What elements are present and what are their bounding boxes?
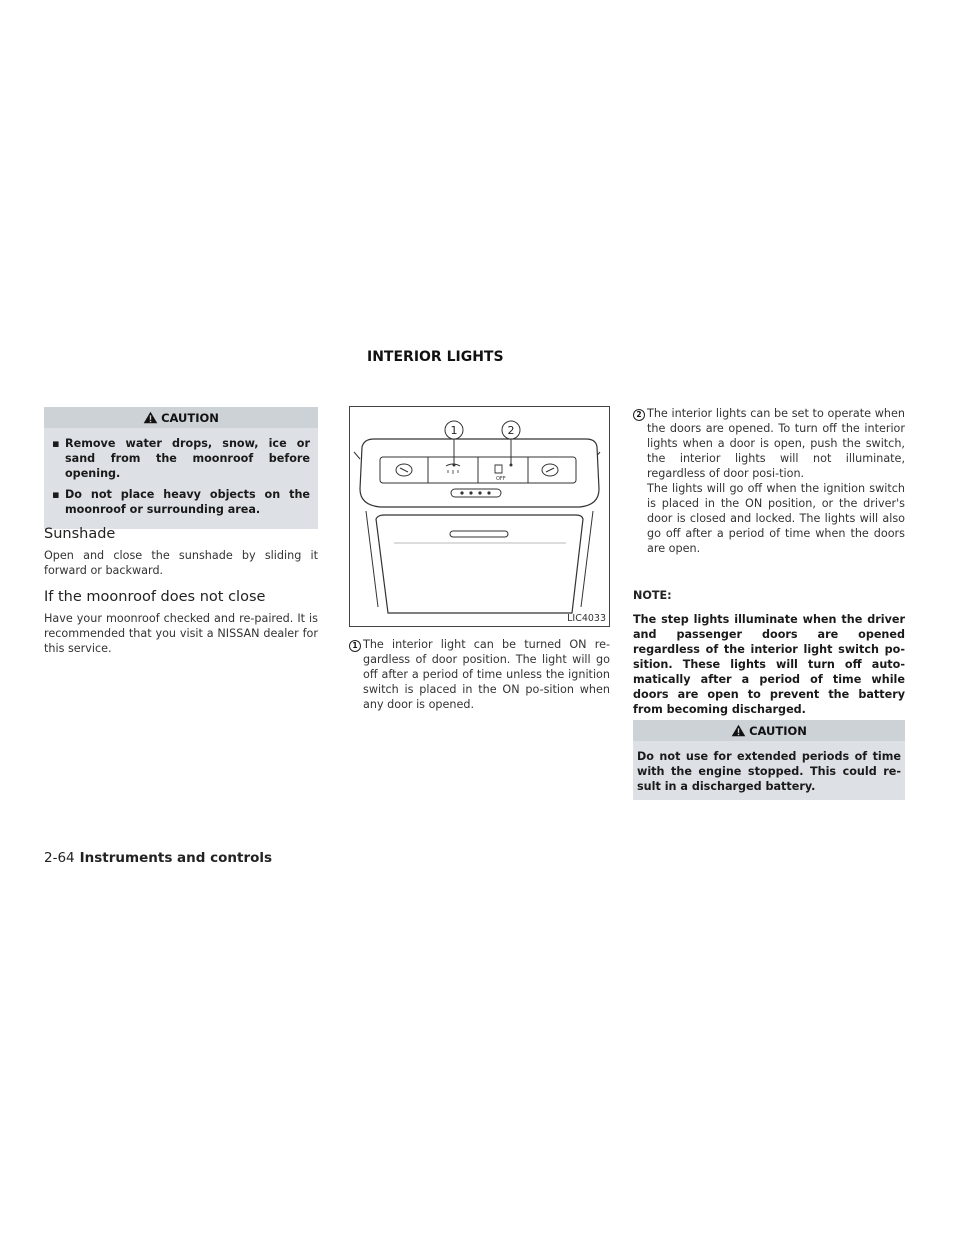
item-1 — [349, 637, 610, 712]
callout-2: 2 — [507, 424, 515, 437]
chapter-title: Instruments and controls — [79, 850, 273, 866]
section-title: INTERIOR LIGHTS — [367, 349, 504, 365]
callout-1: 1 — [450, 424, 458, 437]
caution-bullet: ▪ Do not place heavy objects on the moonroof or surrounding area. — [52, 488, 310, 516]
item-1-text: The interior light can be turned ON re-gardless of door position. The light will go off after a period of time unless the ignition switch is placed in the ON po-sition when any door is opened. — [363, 638, 610, 711]
moonroof-heading: If the moonroof does not close — [44, 589, 266, 605]
caution-header — [633, 720, 905, 741]
warning-icon — [731, 724, 746, 737]
warning-icon — [143, 411, 158, 424]
caution-text: Do not use for extended periods of time with the engine stopped. This could re-sult in a discharged battery. — [637, 750, 901, 793]
caution-label: CAUTION — [749, 723, 807, 738]
figure-label: LIC4033 — [567, 613, 606, 624]
note-text: The step lights illuminate when the driver and passenger doors are opened regardless of the interior light switch po-sition. These lights will turn off auto-matically after a period of time while doors are open to prevent the battery from becoming discharged. — [633, 613, 905, 716]
page-number: 2-64 — [44, 850, 75, 866]
switch-off-label: OFF — [496, 476, 506, 482]
sunshade-text: Open and close the sunshade by sliding it forward or backward. — [44, 549, 318, 577]
caution-label: CAUTION — [161, 410, 219, 425]
sunshade-heading: Sunshade — [44, 526, 116, 542]
item-2 — [633, 406, 905, 556]
item-number-badge: 2 — [633, 409, 645, 421]
item-2-text-a: The interior lights can be set to operate when the doors are opened. To turn off the interior lights when a door is open, push the switch, the interior lights will not illuminate, regardless of door posi-tion. — [647, 407, 905, 480]
item-2-text-b: The lights will go off when the ignition switch is placed in the ON position, or the driver's door is closed and locked. The lights will also go off after a period of time when the doors are open. — [647, 482, 905, 555]
moonroof-text: Have your moonroof checked and re-paired. It is recommended that you visit a NISSAN dealer for this service. — [44, 612, 318, 655]
caution-header — [44, 407, 318, 428]
page-footer — [44, 850, 272, 866]
caution-box-moonroof — [44, 407, 318, 529]
overhead-console-figure — [349, 406, 610, 627]
note-label: NOTE: — [633, 589, 672, 602]
item-number-badge: 1 — [349, 640, 361, 652]
caution-box-battery — [633, 720, 905, 800]
overhead-console-illustration — [350, 407, 609, 626]
caution-bullet: ▪ Remove water drops, snow, ice or sand from the moonroof before opening. — [52, 437, 310, 480]
